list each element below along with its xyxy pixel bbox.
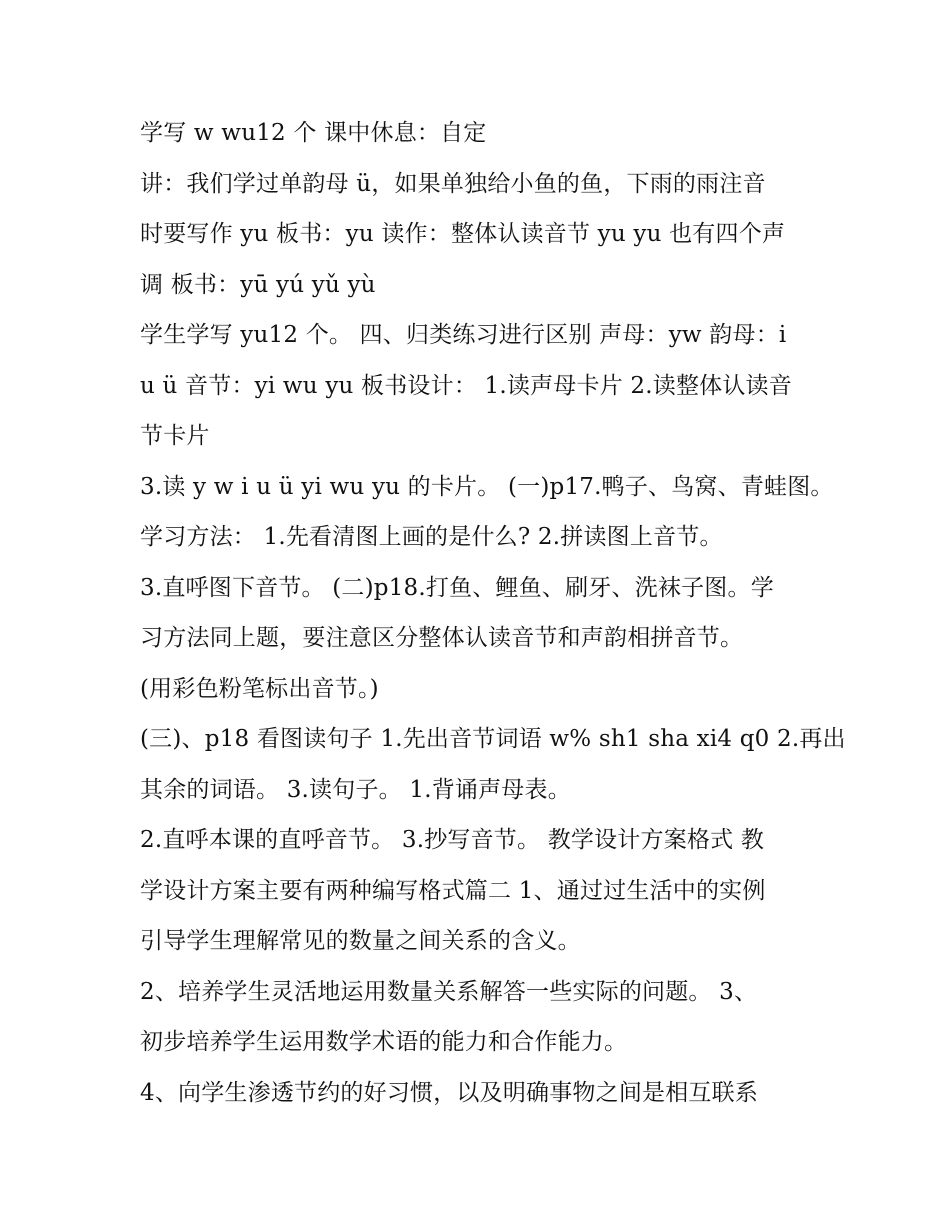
text-line: (用彩色粉笔标出音节。) [140,675,379,702]
text-line: 时要写作 yu 板书：yu 读作：整体认读音节 yu yu 也有四个声 [140,221,786,247]
text-line: 节卡片 [140,423,210,449]
text-line: 2.直呼本课的直呼音节。 3.抄写音节。 教学设计方案格式 教 [140,827,765,853]
text-line: 其余的词语。 3.读句子。 1.背诵声母表。 [140,776,571,803]
text-line: u ü 音节：yi wu yu 板书设计： 1.读声母卡片 2.读整体认读音 [140,372,792,399]
text-line: 4、向学生渗透节约的好习惯，以及明确事物之间是相互联系 [140,1079,759,1106]
text-line: 初步培养学生运用数学术语的能力和合作能力。 [140,1029,628,1055]
text-line: 3.直呼图下音节。 (二)p18.打鱼、鲤鱼、刷牙、洗袜子图。学 [140,574,774,601]
text-line: 学设计方案主要有两种编写格式篇二 1、通过过生活中的实例 [140,877,766,904]
text-line: 讲：我们学过单韵母 ü，如果单独给小鱼的鱼，下雨的雨注音 [140,170,766,197]
body-text [140,108,846,1118]
text-line: 习方法同上题，要注意区分整体认读音节和声韵相拼音节。 [140,625,744,651]
text-line: 引导学生理解常见的数量之间关系的含义。 [140,928,581,954]
text-line: 2、培养学生灵活地运用数量关系解答一些实际的问题。 3、 [140,978,758,1005]
text-line: 3.读 y w i u ü yi wu yu 的卡片。 (一)p17.鸭子、鸟窝、青蛙图。 [140,473,834,500]
text-line: (三)、p18 看图读句子 1.先出音节词语 w% sh1 sha xi4 q0 2.再出 [140,726,846,752]
text-line: 学写 w wu12 个 课中休息：自定 [140,120,487,146]
text-line: 调 板书：yū yú yǔ yù [140,271,376,298]
text-line: 学生学写 yu12 个。 四、归类练习进行区别 声母：yw 韵母：i [140,322,787,348]
text-line: 学习方法： 1.先看清图上画的是什么? 2.拼读图上音节。 [140,524,723,550]
